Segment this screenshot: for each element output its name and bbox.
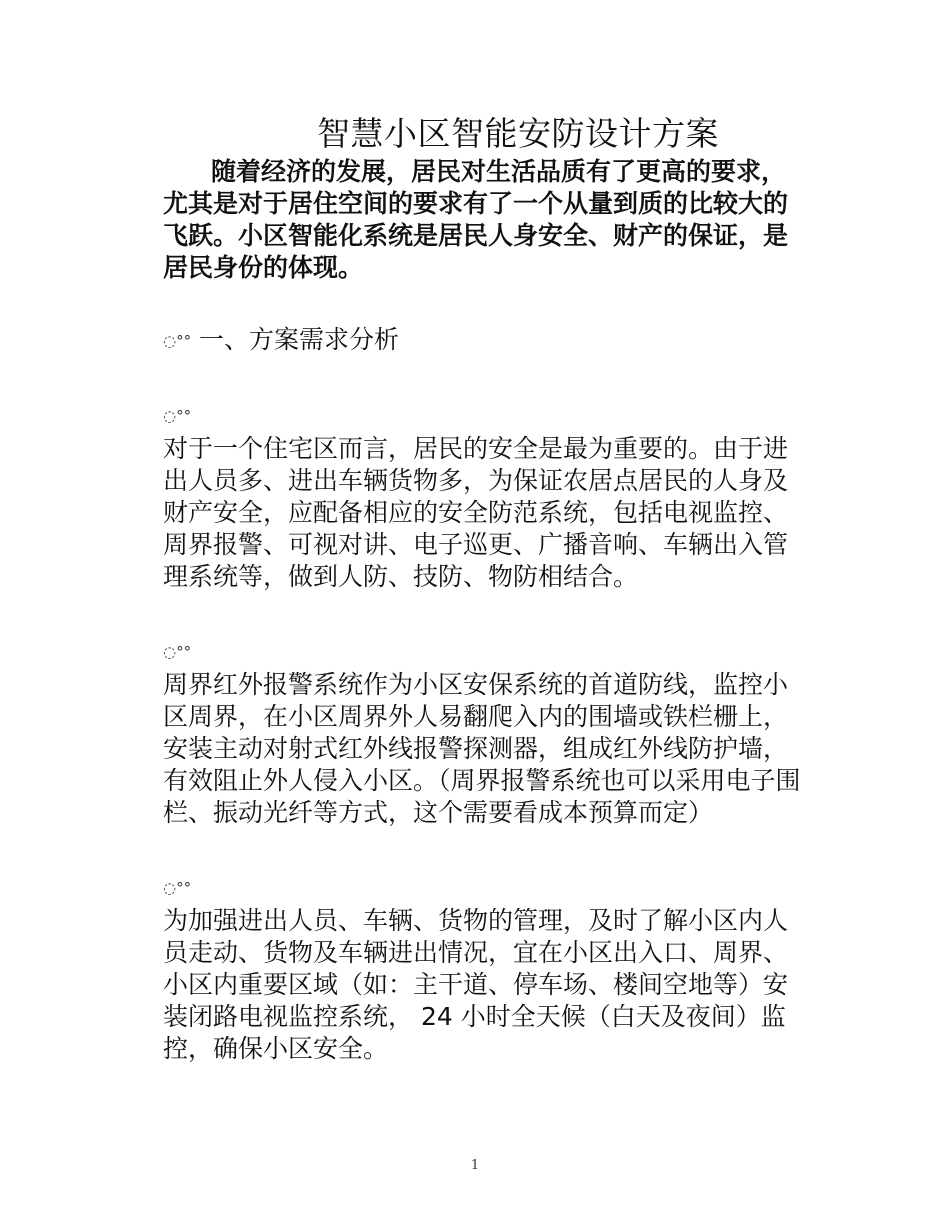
list-marker-icon: ◌°° [163, 332, 192, 350]
document-title: 智慧小区智能安防设计方案 [317, 114, 719, 153]
intro-paragraph: 随着经济的发展，居民对生活品质有了更高的要求，尤其是对于居住空间的要求有了一个从量到质的比较大的飞跃。小区智能化系统是居民人身安全、财产的保证，是居民身份的体现。 [163, 157, 789, 282]
body-paragraph: 对于一个住宅区而言，居民的安全是最为重要的。由于进出人员多、进出车辆货物多，为保证农居点居民的人身及财产安全，应配备相应的安全防范系统，包括电视监控、周界报警、可视对讲、电子巡更、广播音响、车辆出入管理系统等，做到人防、技防、物防相结合。 [163, 434, 789, 591]
document-body [163, 112, 803, 1065]
page-number: 1 [470, 1158, 480, 1173]
list-marker-icon: ◌°° [163, 643, 192, 661]
body-paragraph: 为加强进出人员、车辆、货物的管理，及时了解小区内人员走动、货物及车辆进出情况，宜在小区出入口、周界、小区内重要区域（如：主干道、停车场、楼间空地等）安装闭路电视监控系统， 24 小时全天候（白天及夜间）监控，确保小区安全。 [163, 906, 789, 1063]
body-paragraph: 周界红外报警系统作为小区安保系统的首道防线，监控小区周界，在小区周界外人易翻爬入内的围墙或铁栏栅上，安装主动对射式红外线报警探测器，组成红外线防护墙，有效阻止外人侵入小区。（周界报警系统也可以采用电子围栏、振动光纤等方式，这个需要看成本预算而定） [163, 670, 801, 827]
list-marker-icon: ◌°° [163, 879, 192, 897]
list-marker-icon: ◌°° [163, 407, 192, 425]
section-heading-text: 一、方案需求分析 [199, 325, 400, 354]
section-heading [163, 324, 803, 357]
